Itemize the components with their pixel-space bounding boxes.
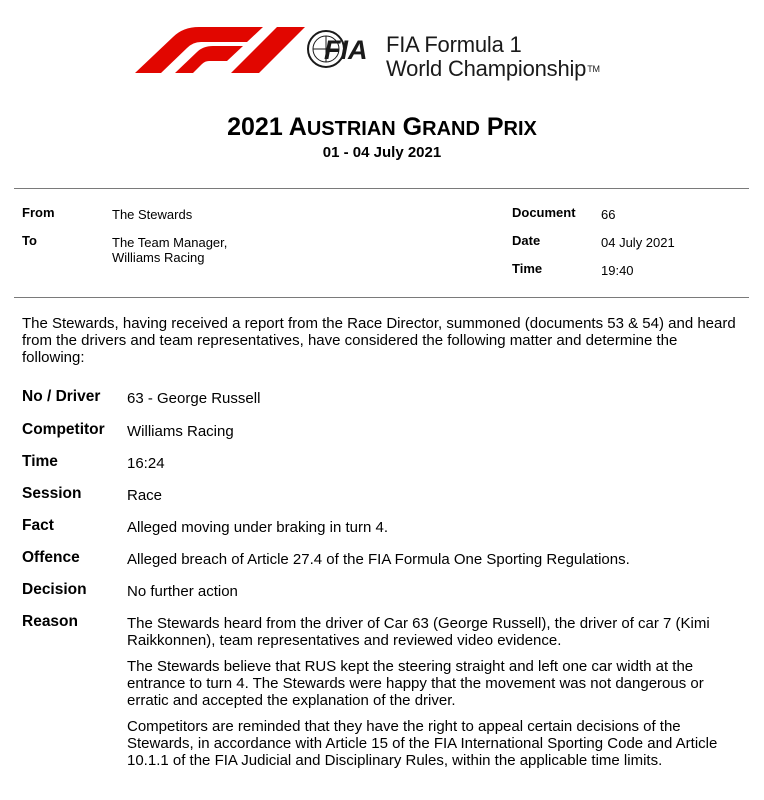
document-label: Document <box>512 205 576 220</box>
session-value: Race <box>127 487 163 504</box>
trademark: TM <box>587 64 600 74</box>
from-label: From <box>22 205 55 220</box>
reason-paragraph-2: The Stewards believe that RUS kept the steering straight and left one car width at the entrance to turn 4. The Stewards were happy that the movement was not dangerous or erratic and accepted the explanation of the driver. <box>127 658 704 709</box>
divider-bottom <box>14 297 749 298</box>
competitor-label: Competitor <box>22 421 105 438</box>
incident-time-value: 16:24 <box>127 455 165 472</box>
page-title: 2021 AUSTRIAN GRAND PRIX <box>227 113 537 141</box>
document-value: 66 <box>601 207 616 222</box>
driver-value: 63 - George Russell <box>127 390 261 407</box>
incident-time-label: Time <box>22 453 58 470</box>
session-label: Session <box>22 485 82 502</box>
brand-line-1: FIA Formula 1 <box>386 32 522 57</box>
reason-paragraph-3: Competitors are reminded that they have the right to appeal certain decisions of the Stewards, in accordance with Article 15 of the FIA International Sporting Code and Article 10.1.1 of the FIA Judicial and Disciplinary Rules, within the applicable time limits. <box>127 718 718 769</box>
header-logo <box>0 0 764 95</box>
time-label: Time <box>512 261 543 276</box>
svg-text:FIA: FIA <box>324 35 368 65</box>
title-word-initial: G <box>402 113 423 141</box>
title-word-rest: USTRIAN <box>306 118 396 140</box>
competitor-value: Williams Racing <box>127 423 234 440</box>
to-label: To <box>22 233 37 248</box>
brand-line-2: World ChampionshipTM <box>386 56 600 81</box>
reason-paragraph-1: The Stewards heard from the driver of Car 63 (George Russell), the driver of car 7 (Kimi Raikkonnen), team representatives and reviewed video evidence. <box>127 615 710 649</box>
reason-label: Reason <box>22 613 78 630</box>
title-word-rest: RAND <box>422 118 480 140</box>
divider-top <box>14 188 749 189</box>
driver-label: No / Driver <box>22 388 101 405</box>
offence-value: Alleged breach of Article 27.4 of the FIA Formula One Sporting Regulations. <box>127 551 630 568</box>
title-words <box>289 113 537 141</box>
decision-label: Decision <box>22 581 87 598</box>
offence-label: Offence <box>22 549 80 566</box>
fia-logo-icon <box>307 26 381 72</box>
event-dates: 01 - 04 July 2021 <box>322 144 442 161</box>
fact-value: Alleged moving under braking in turn 4. <box>127 519 388 536</box>
title-word-initial: P <box>486 113 504 141</box>
date-value: 04 July 2021 <box>601 235 675 250</box>
intro-paragraph: The Stewards, having received a report from the Race Director, summoned (documents 53 & 54) and heard from the drivers and team representatives, have considered the following matter and determine the following: <box>22 315 736 366</box>
decision-value: No further action <box>127 583 238 600</box>
title-word-rest: RIX <box>503 118 537 140</box>
to-value: The Team Manager, Williams Racing <box>112 235 228 265</box>
reason-text <box>127 615 747 778</box>
title-word-initial: A <box>288 113 307 141</box>
time-value: 19:40 <box>601 263 634 278</box>
f1-logo-icon <box>135 27 305 73</box>
brand-text <box>386 33 600 81</box>
date-label: Date <box>512 233 541 248</box>
fact-label: Fact <box>22 517 54 534</box>
from-value: The Stewards <box>112 207 193 222</box>
